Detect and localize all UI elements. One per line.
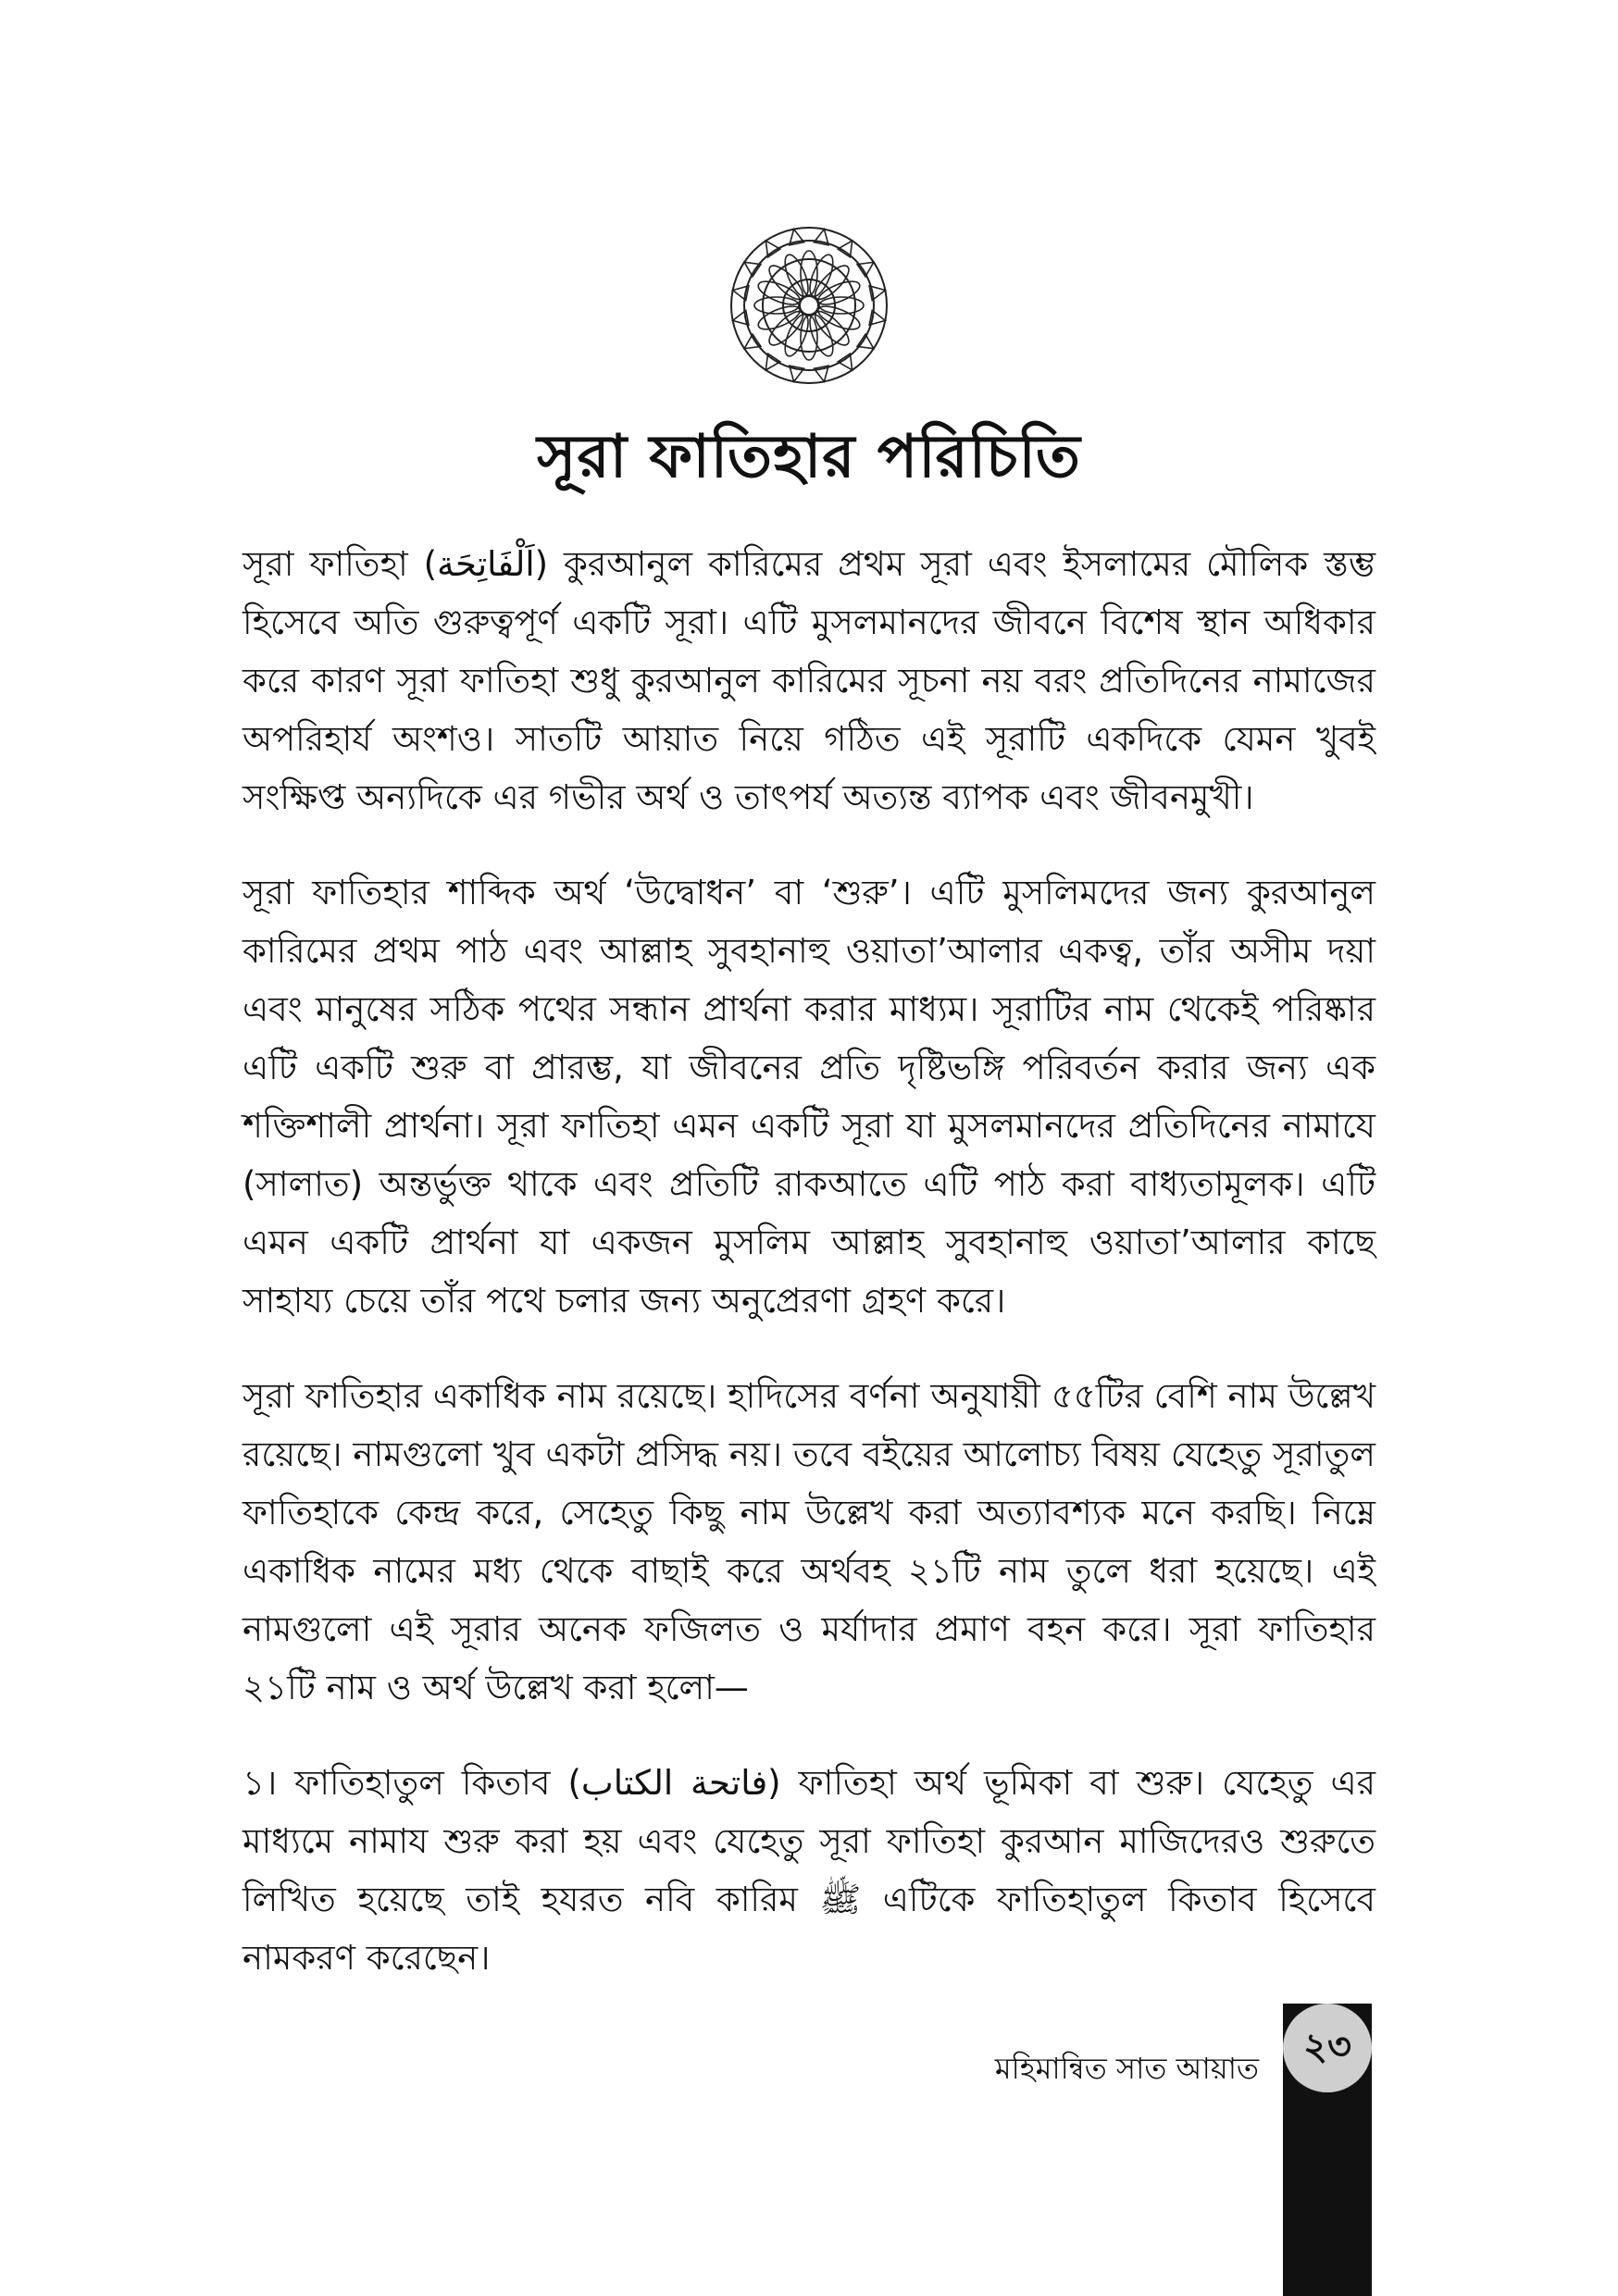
salawat-honorific: ﷺ (819, 1880, 862, 1919)
paragraph-name-1 (243, 1754, 1375, 1987)
paragraph-meaning: সূরা ফাতিহার শাব্দিক অর্থ ‘উদ্বোধন’ বা ‘শুরু’। এটি মুসলিমদের জন্য কুরআনুল কারিমের প্রথম পাঠ এবং আল্লাহ সুবহানাহু ওয়াতা’আলার একত্ব, তাঁর অসীম দয়া এবং মানুষের সঠিক পথের সন্ধান প্রার্থনা করার মাধ্যম। সূরাটির নাম থেকেই পরিষ্কার এটি একটি শুরু বা প্রারম্ভ, যা জীবনের প্রতি দৃষ্টিভঙ্গি পরিবর্তন করার জন্য এক শক্তিশালী প্রার্থনা। সূরা ফাতিহা এমন একটি সূরা যা মুসলমানদের প্রতিদিনের নামাযে (সালাত) অন্তর্ভুক্ত থাকে এবং প্রতিটি রাকআতে এটি পাঠ করা বাধ্যতামূলক। এটি এমন একটি প্রার্থনা যা একজন মুসলিম আল্লাহ সুবহানাহু ওয়াতা’আলার কাছে সাহায্য চেয়ে তাঁর পথে চলার জন্য অনুপ্রেরণা গ্রহণ করে। (243, 873, 1375, 1321)
running-footer-book-title: মহিমান্বিত সাত আয়াত (994, 2051, 1259, 2086)
mandala-ornament-icon (726, 222, 892, 389)
page-title: সূরা ফাতিহার পরিচিতি (537, 423, 1081, 491)
page-number: ২৩ (1283, 2004, 1372, 2092)
arabic-fatihatul-kitab: فاتحة الكتاب (580, 1763, 768, 1803)
paragraph-names: সূরা ফাতিহার একাধিক নাম রয়েছে। হাদিসের বর্ণনা অনুযায়ী ৫৫টির বেশি নাম উল্লেখ রয়েছে। নামগুলো খুব একটা প্রসিদ্ধ নয়। তবে বইয়ের আলোচ্য বিষয় যেহেতু সূরাতুল ফাতিহাকে কেন্দ্র করে, সেহেতু কিছু নাম উল্লেখ করা অত্যাবশ্যক মনে করছি। নিম্নে একাধিক নামের মধ্য থেকে বাছাই করে অর্থবহ ২১টি নাম তুলে ধরা হয়েছে। এই নামগুলো এই সূরার অনেক ফজিলত ও মর্যাদার প্রমাণ বহন করে। সূরা ফাতিহার ২১টি নাম ও অর্থ উল্লেখ করা হলো— (243, 1376, 1375, 1707)
p4-middle: ) ফাতিহা অর্থ ভূমিকা বা শুরু। যেহেতু এর মাধ্যমে নামায শুরু করা হয় এবং যেহেতু সূরা ফাতিহা কুরআন মাজিদেরও শুরুতে লিখিত হয়েছে তাই হযরত নবি কারিম (243, 1763, 1376, 1919)
p4-lead: ১। ফাতিহাতুল কিতাব ( (243, 1763, 581, 1803)
paragraph-intro (243, 535, 1375, 826)
p4-rest: এটিকে ফাতিহাতুল কিতাব হিসেবে নামকরণ করেছেন। (243, 1880, 1375, 1978)
arabic-name-al-fatiha: اَلْفَاتِحَة (437, 544, 535, 584)
body-text (243, 535, 1375, 2024)
p1-lead: সূরা ফাতিহা ( (243, 544, 438, 584)
p1-rest: ) কুরআনুল কারিমের প্রথম সূরা এবং ইসলামের মৌলিক স্তম্ভ হিসেবে অতি গুরুত্বপূর্ণ একটি সূরা। এটি মুসলমানদের জীবনে বিশেষ স্থান অধিকার করে কারণ সূরা ফাতিহা শুধু কুরআনুল কারিমের সূচনা নয় বরং প্রতিদিনের নামাজের অপরিহার্য অংশও। সাতটি আয়াত নিয়ে গঠিত এই সূরাটি একদিকে যেমন খুবই সংক্ষিপ্ত অন্যদিকে এর গভীর অর্থ ও তাৎপর্য অত্যন্ত ব্যাপক এবং জীবনমুখী। (243, 544, 1375, 817)
